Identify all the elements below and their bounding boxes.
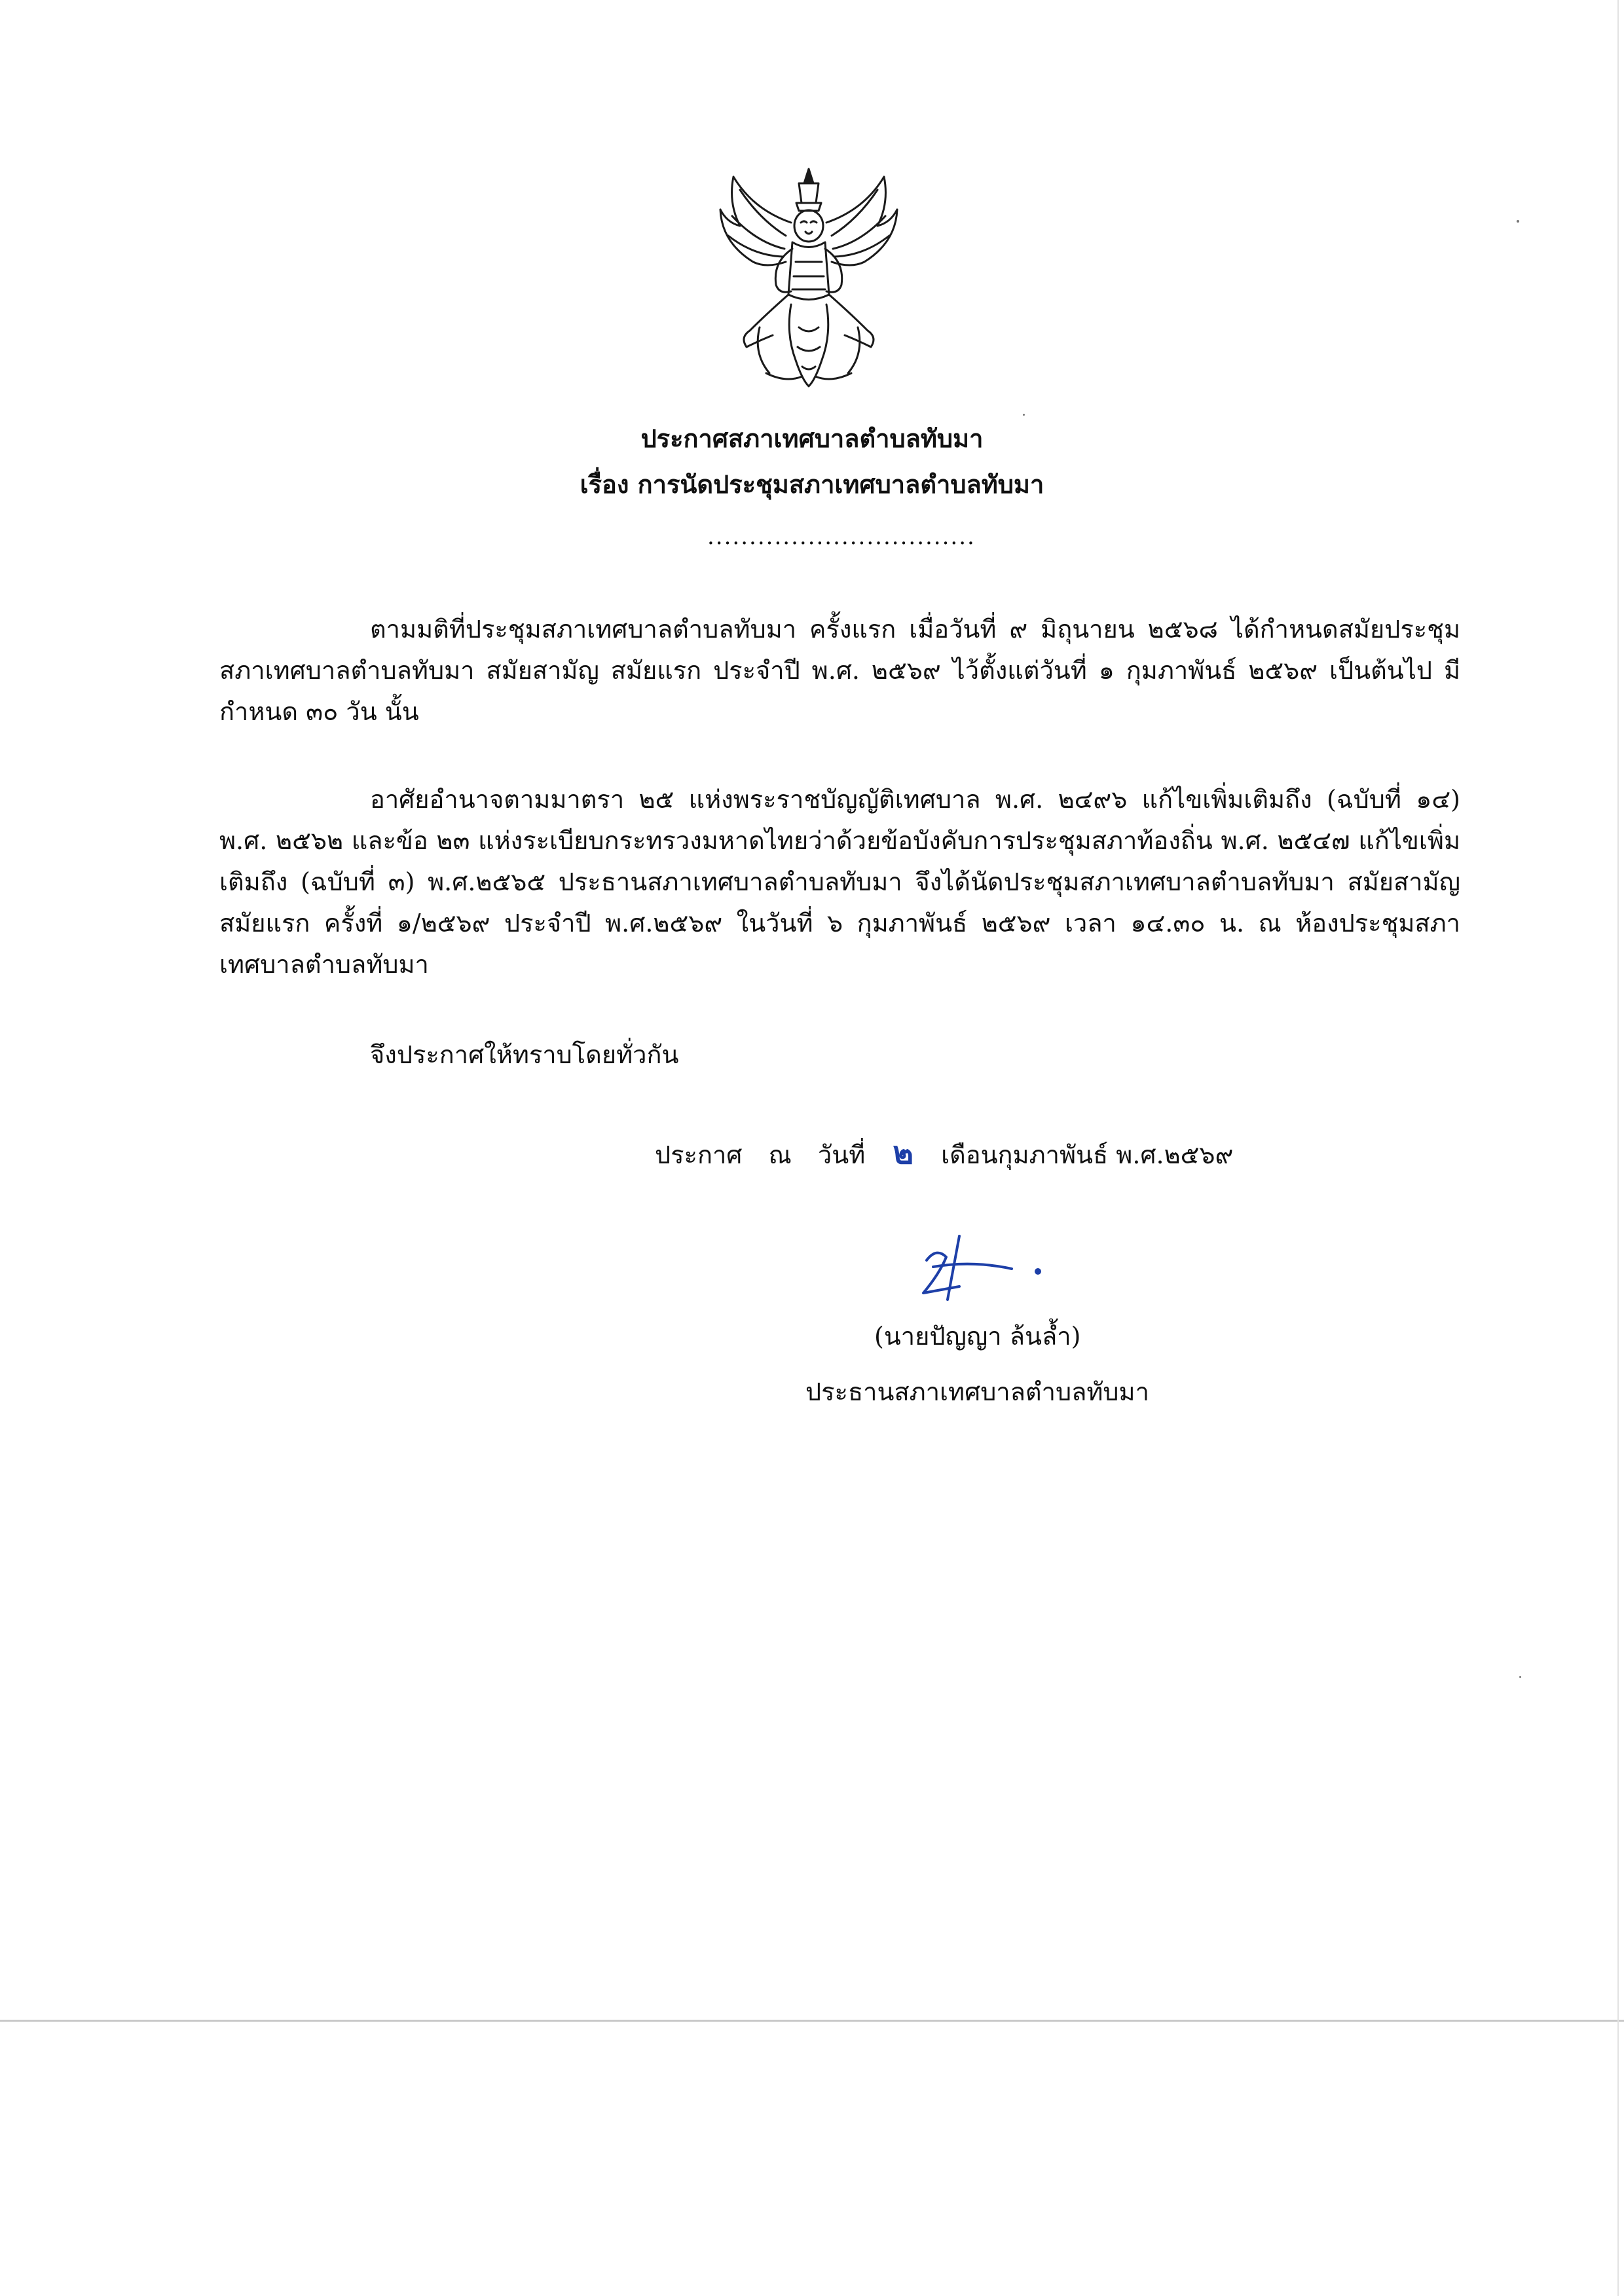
handwritten-day: ๒ xyxy=(893,1135,913,1171)
date-at: ณ xyxy=(768,1140,792,1169)
scan-fold-line xyxy=(0,2020,1624,2022)
body-paragraph-2: อาศัยอำนาจตามมาตรา ๒๕ แห่งพระราชบัญญัติเทศบาล พ.ศ. ๒๔๙๖ แก้ไขเพิ่มเติมถึง (ฉบับที่ ๑๔) พ.ศ. ๒๕๖๒ และข้อ ๒๓ แห่งระเบียบกระทรวงมหาดไทยว่าด้วยข้อบังคับการประชุมสภาท้องถิ่น พ.ศ. ๒๕๔๗ แก้ไขเพิ่มเติมถึง (ฉบับที่ ๓) พ.ศ.๒๕๖๕ ประธานสภาเทศบาลตำบลทับมา จึงได้นัดประชุมสภาเทศบาลตำบลทับมา สมัยสามัญ สมัยแรก ครั้งที่ ๑/๒๕๖๙ ประจำปี พ.ศ.๒๕๖๙ ในวันที่ ๖ กุมภาพันธ์ ๒๕๖๙ เวลา ๑๔.๓๐ น. ณ ห้องประชุมสภาเทศบาลตำบลทับมา xyxy=(219,785,1460,979)
separator-dots: ................................ xyxy=(707,524,976,550)
garuda-emblem xyxy=(714,164,904,390)
date-month-year: เดือนกุมภาพันธ์ พ.ศ.๒๕๖๙ xyxy=(941,1140,1234,1169)
body-paragraph-3: จึงประกาศให้ทราบโดยทั่วกัน xyxy=(370,1040,679,1069)
scan-right-edge xyxy=(1617,0,1619,2296)
date-day-label: วันที่ xyxy=(817,1140,866,1169)
body-paragraph-1: ตามมติที่ประชุมสภาเทศบาลตำบลทับมา ครั้งแรก เมื่อวันที่ ๙ มิถุนายน ๒๕๖๘ ได้กำหนดสมัยประชุมสภาเทศบาลตำบลทับมา สมัยสามัญ สมัยแรก ประจำปี พ.ศ. ๒๕๖๙ ไว้ตั้งแต่วันที่ ๑ กุมภาพันธ์ ๒๕๖๙ เป็นต้นไป มีกำหนด ๓๐ วัน นั้น xyxy=(219,615,1460,726)
scan-speck xyxy=(1517,220,1519,223)
signer-position: ประธานสภาเทศบาลตำบลทับมา xyxy=(805,1377,1149,1406)
scan-speck xyxy=(1519,1676,1521,1678)
date-prefix: ประกาศ xyxy=(655,1140,743,1169)
scan-speck xyxy=(1023,414,1025,416)
handwritten-signature xyxy=(907,1231,1051,1303)
announcement-date-line xyxy=(655,1133,1233,1176)
announcement-subject: เรื่อง การนัดประชุมสภาเทศบาลตำบลทับมา xyxy=(580,469,1044,499)
signer-name: (นายปัญญา ล้นล้ำ) xyxy=(874,1322,1081,1351)
announcement-title: ประกาศสภาเทศบาลตำบลทับมา xyxy=(640,424,984,453)
